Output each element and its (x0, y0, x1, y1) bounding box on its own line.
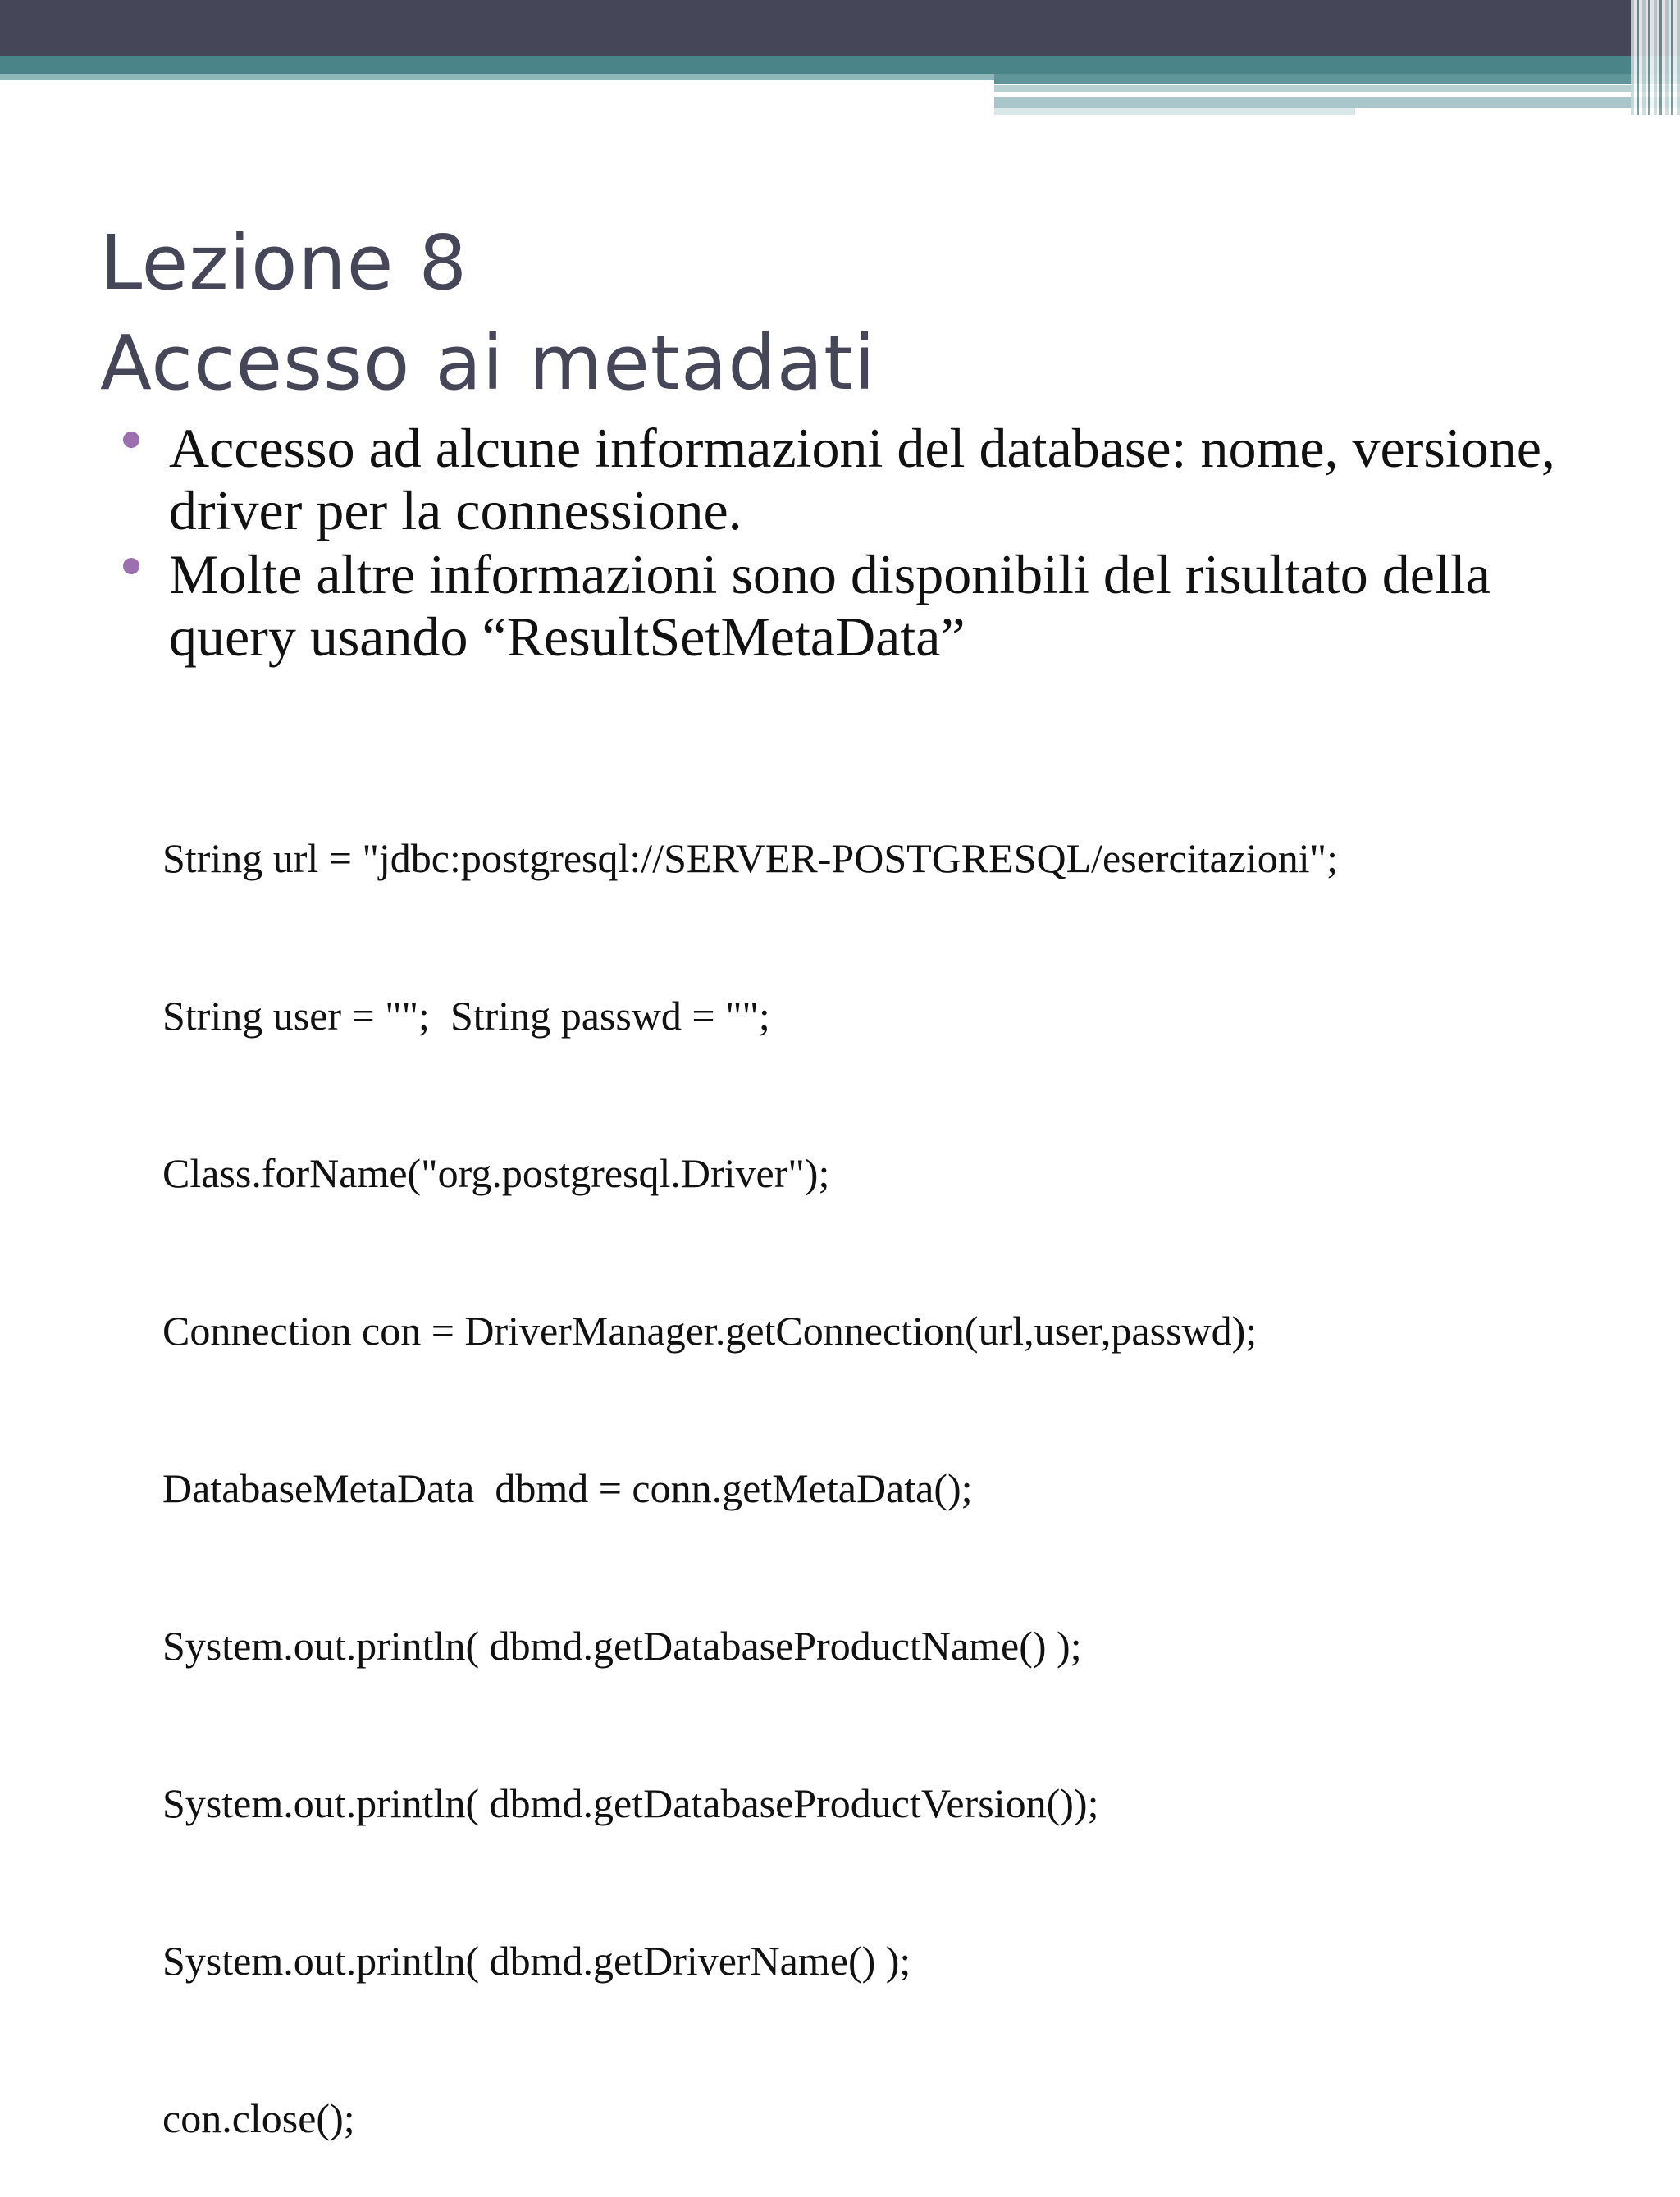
bullet-list (120, 417, 1613, 669)
code-line: String user = ""; String passwd = ""; (162, 993, 770, 1039)
header-bar-dark (0, 0, 1680, 56)
bullet-dot-icon (123, 432, 139, 448)
header-accent-bar-2 (994, 85, 1680, 92)
header-accent-bar-4 (994, 108, 1355, 115)
bullet-text: Molte altre informazioni sono disponibili del risultato della query usando “ResultSetMetaData” (169, 543, 1491, 668)
header-bar-teal-light (0, 74, 994, 80)
code-line: System.out.println( dbmd.getDriverName() ); (162, 1938, 911, 1984)
header-bar-teal (0, 56, 1680, 74)
slide-title (100, 213, 876, 413)
code-line: String url = "jdbc:postgresql://SERVER-POSTGRESQL/esercitazioni"; (162, 835, 1338, 881)
code-line: DatabaseMetaData dbmd = conn.getMetaData(); (162, 1465, 973, 1511)
code-line: System.out.println( dbmd.getDatabaseProductName() ); (162, 1623, 1082, 1669)
code-block (162, 727, 1338, 2197)
bullet-item (120, 417, 1613, 541)
bullet-item (120, 543, 1613, 668)
header-accent-bar-3 (994, 97, 1680, 108)
code-line: Class.forName("org.postgresql.Driver"); (162, 1150, 830, 1196)
bullet-dot-icon (123, 558, 139, 574)
code-line: con.close(); (162, 2095, 355, 2141)
header-accent-bar-1 (994, 74, 1680, 84)
header-edge-stripes (1631, 0, 1680, 115)
code-line: Connection con = DriverManager.getConnection(url,user,passwd); (162, 1308, 1258, 1354)
code-line: System.out.println( dbmd.getDatabaseProductVersion()); (162, 1780, 1099, 1826)
slide-title-line-2: Accesso ai metadati (100, 319, 876, 407)
slide-title-line-1: Lezione 8 (100, 219, 468, 307)
bullet-text: Accesso ad alcune informazioni del database: nome, versione, driver per la connessione. (169, 417, 1555, 541)
